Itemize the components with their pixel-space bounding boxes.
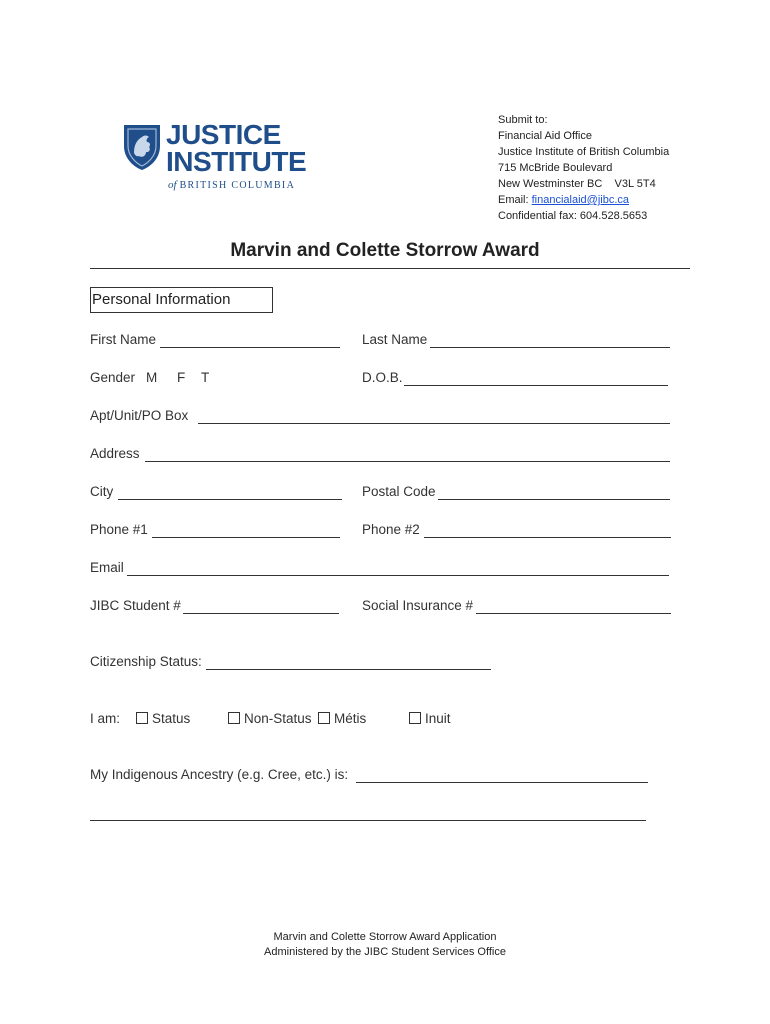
page-title: Marvin and Colette Storrow Award <box>230 240 540 261</box>
postal-code-field[interactable] <box>438 499 670 500</box>
email-field[interactable] <box>127 575 669 576</box>
logo-wordmark <box>166 121 306 175</box>
submit-fax: Confidential fax: 604.528.5653 <box>498 210 648 222</box>
citizenship-label: Citizenship Status: <box>90 654 202 669</box>
apt-label: Apt/Unit/PO Box <box>90 408 189 423</box>
metis-checkbox[interactable] <box>318 712 330 724</box>
submit-email-link[interactable]: financialaid@jibc.ca <box>531 194 630 206</box>
i-am-label: I am: <box>90 711 121 726</box>
gender-option-m[interactable]: M <box>146 370 158 385</box>
phone1-label: Phone #1 <box>90 522 148 537</box>
logo-line1: JUSTICE <box>166 119 281 150</box>
submit-line4: 715 McBride Boulevard <box>498 162 613 174</box>
phone2-field[interactable] <box>424 537 671 538</box>
metis-label: Métis <box>334 711 367 726</box>
first-name-field[interactable] <box>160 347 340 348</box>
logo-sub-text: BRITISH COLUMBIA <box>179 180 296 191</box>
student-number-label: JIBC Student # <box>90 598 181 613</box>
footer <box>0 930 770 960</box>
submit-line3: Justice Institute of British Columbia <box>498 146 670 158</box>
address-label: Address <box>90 446 140 461</box>
sin-label: Social Insurance # <box>362 598 474 613</box>
dob-label: D.O.B. <box>362 370 403 385</box>
citizenship-field[interactable] <box>206 669 491 670</box>
submit-address-block <box>498 112 669 224</box>
ancestry-field-continued[interactable] <box>90 820 646 821</box>
logo-sub-of: of <box>168 179 177 191</box>
gender-option-t[interactable]: T <box>201 370 210 385</box>
phone1-field[interactable] <box>152 537 340 538</box>
last-name-label: Last Name <box>362 332 428 347</box>
postal-code-label: Postal Code <box>362 484 436 499</box>
logo-line2: INSTITUTE <box>166 146 307 177</box>
email-label: Email <box>90 560 124 575</box>
footer-line2: Administered by the JIBC Student Services Office <box>264 946 506 958</box>
city-label: City <box>90 484 114 499</box>
gender-option-f[interactable]: F <box>177 370 186 385</box>
submit-email-label: Email: <box>498 194 532 206</box>
inuit-label: Inuit <box>425 711 451 726</box>
non-status-label: Non-Status <box>244 711 312 726</box>
city-field[interactable] <box>118 499 342 500</box>
ancestry-field[interactable] <box>356 782 648 783</box>
title-divider <box>90 268 690 269</box>
footer-line1: Marvin and Colette Storrow Award Application <box>273 931 497 943</box>
inuit-checkbox[interactable] <box>409 712 421 724</box>
ancestry-label: My Indigenous Ancestry (e.g. Cree, etc.) is: <box>90 767 349 782</box>
apt-field[interactable] <box>198 423 670 424</box>
student-number-field[interactable] <box>183 613 339 614</box>
submit-line5: New Westminster BC V3L 5T4 <box>498 178 656 190</box>
status-label: Status <box>152 711 191 726</box>
non-status-checkbox[interactable] <box>228 712 240 724</box>
sin-field[interactable] <box>476 613 671 614</box>
option-non-status[interactable] <box>228 711 312 726</box>
submit-line2: Financial Aid Office <box>498 130 592 142</box>
option-inuit[interactable] <box>409 711 451 726</box>
status-checkbox[interactable] <box>136 712 148 724</box>
option-status[interactable] <box>136 711 190 726</box>
submit-line1: Submit to: <box>498 114 548 126</box>
logo-subtitle <box>168 179 295 191</box>
section-heading-personal-information: Personal Information <box>90 287 273 313</box>
option-metis[interactable] <box>318 711 366 726</box>
first-name-label: First Name <box>90 332 157 347</box>
phone2-label: Phone #2 <box>362 522 420 537</box>
submit-email-row <box>498 192 669 208</box>
shield-crest-icon <box>122 122 162 172</box>
last-name-field[interactable] <box>430 347 670 348</box>
dob-field[interactable] <box>404 385 668 386</box>
gender-label: Gender <box>90 370 136 385</box>
address-field[interactable] <box>145 461 670 462</box>
